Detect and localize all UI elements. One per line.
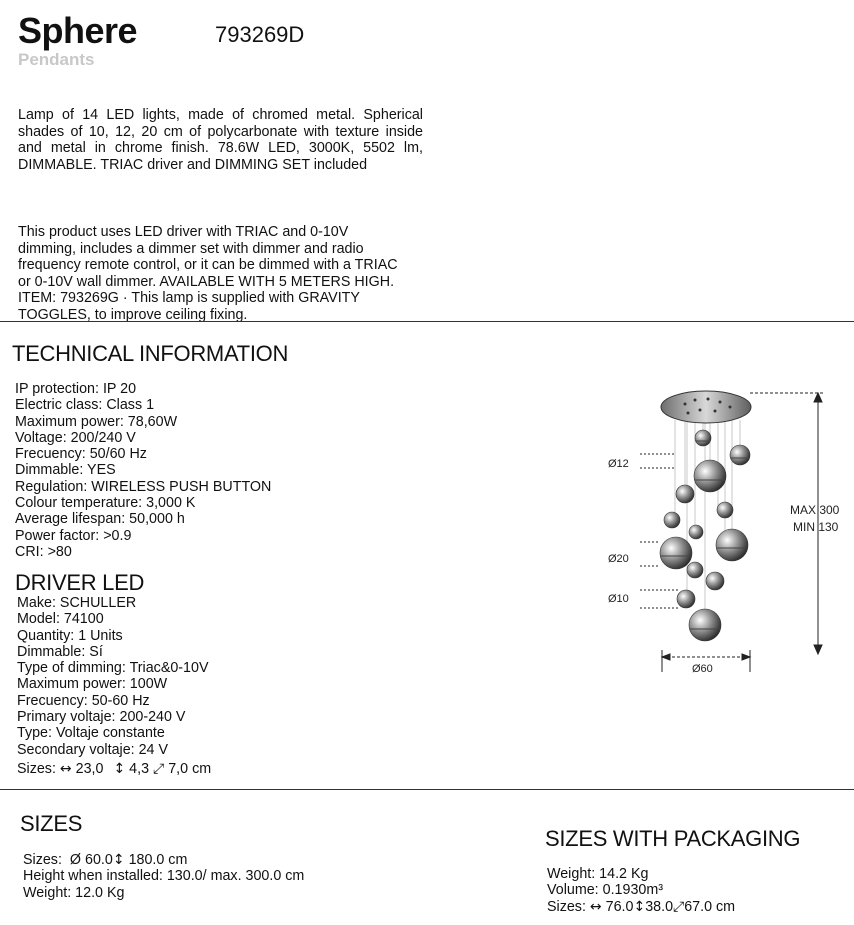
- product-category: Pendants: [18, 50, 95, 69]
- driver-list: [17, 595, 211, 777]
- depth-arrow-icon: ⤢: [673, 898, 685, 915]
- packaging-list: [547, 866, 735, 915]
- description-paragraph-1: Lamp of 14 LED lights, made of chromed metal. Spherical shades of 10, 12, 20 cm of polycarbonate with texture inside and metal in chrome finish. 78.6W LED, 3000K, 5502 lm, DIMMABLE. TRIAC driver and DIMMING SET included: [18, 107, 423, 173]
- sizes-height: 180.0 cm: [128, 852, 188, 868]
- width-arrow-icon: ↔: [589, 898, 602, 915]
- min-height-label: MIN 130: [793, 520, 839, 534]
- driver-sizes-height: 4,3: [129, 760, 150, 777]
- packaging-sizes-label: Sizes:: [547, 898, 586, 915]
- technical-list: [15, 381, 271, 560]
- driver-frequency: Frecuency: 50-60 Hz: [17, 692, 150, 709]
- spec-maximum-power: Maximum power: 78,60W: [15, 413, 178, 430]
- driver-secondary-voltage: Secondary voltaje: 24 V: [17, 741, 169, 758]
- diameter-60-label: Ø60: [692, 663, 713, 675]
- sizes-installed-height: Height when installed: 130.0/ max. 300.0 cm: [23, 868, 305, 885]
- driver-type: Type: Voltaje constante: [17, 725, 165, 742]
- spec-electric-class: Electric class: Class 1: [15, 397, 155, 414]
- spec-power-factor: Power factor: >0.9: [15, 527, 132, 544]
- description-paragraph-2: This product uses LED driver with TRIAC and 0-10V dimming, includes a dimmer set with dimmer and radio frequency remote control, or it can be dimmed with a TRIAC or 0-10V wall dimmer. AVAILABLE WITH 5 METERS HIGH. ITEM: 793269G · This lamp is supplied with GRAVITY TOGGLES, to improve ceiling fixing.: [18, 224, 398, 323]
- driver-type-of-dimming: Type of dimming: Triac&0-10V: [17, 660, 209, 677]
- driver-sizes-width: 23,0: [75, 760, 104, 777]
- packaging-weight: Weight: 14.2 Kg: [547, 866, 649, 882]
- technical-heading: TECHNICAL INFORMATION: [12, 341, 289, 366]
- max-height-label: MAX 300: [790, 503, 840, 517]
- width-arrow-icon: ↔: [59, 760, 72, 777]
- pendant-technical-drawing: [600, 380, 854, 680]
- packaging-depth: 67.0 cm: [684, 898, 736, 915]
- height-arrow-icon: ↕: [112, 852, 125, 868]
- driver-sizes: [17, 761, 211, 777]
- packaging-height: 38.0: [645, 898, 674, 915]
- packaging-sizes: [547, 899, 735, 915]
- product-code: 793269D: [215, 22, 305, 47]
- diameter-12-label: Ø12: [608, 458, 629, 470]
- sizes-dimensions: [23, 852, 304, 868]
- diameter-10-label: Ø10: [608, 593, 629, 605]
- sizes-list: [23, 852, 304, 901]
- height-arrow-icon: ↕: [113, 760, 126, 777]
- spec-voltage: Voltage: 200/240 V: [15, 429, 136, 446]
- spec-colour-temperature: Colour temperature: 3,000 K: [15, 495, 196, 512]
- driver-make: Make: SCHULLER: [17, 595, 137, 611]
- driver-heading: DRIVER LED: [15, 570, 145, 595]
- spec-ip-protection: IP protection: IP 20: [15, 381, 137, 397]
- spec-average-lifespan: Average lifespan: 50,000 h: [15, 511, 185, 528]
- driver-sizes-depth: 7,0 cm: [168, 760, 212, 777]
- divider: [0, 321, 854, 322]
- diameter-20-label: Ø20: [608, 553, 629, 565]
- ceiling-canopy: [661, 391, 751, 423]
- divider: [0, 789, 854, 790]
- packaging-volume: Volume: 0.1930m³: [547, 882, 664, 899]
- spec-cri: CRI: >80: [15, 543, 72, 560]
- driver-maximum-power: Maximum power: 100W: [17, 676, 168, 693]
- spec-frequency: Frecuency: 50/60 Hz: [15, 446, 147, 463]
- spec-regulation: Regulation: WIRELESS PUSH BUTTON: [15, 478, 272, 495]
- driver-sizes-label: Sizes:: [17, 760, 56, 777]
- product-title: Sphere: [18, 10, 138, 51]
- sizes-diameter: Ø 60.0: [69, 852, 113, 868]
- packaging-heading: SIZES WITH PACKAGING: [545, 826, 801, 851]
- driver-quantity: Quantity: 1 Units: [17, 627, 123, 644]
- sizes-heading: SIZES: [20, 811, 83, 836]
- sizes-weight: Weight: 12.0 Kg: [23, 884, 125, 901]
- driver-dimmable: Dimmable: Sí: [17, 643, 103, 660]
- driver-primary-voltage: Primary voltaje: 200-240 V: [17, 709, 186, 726]
- depth-arrow-icon: ⤢: [153, 760, 165, 777]
- sizes-label: Sizes:: [23, 852, 62, 868]
- height-arrow-icon: ↕: [633, 898, 646, 915]
- packaging-width: 76.0: [605, 898, 634, 915]
- spec-dimmable: Dimmable: YES: [15, 462, 116, 479]
- driver-model: Model: 74100: [17, 611, 104, 628]
